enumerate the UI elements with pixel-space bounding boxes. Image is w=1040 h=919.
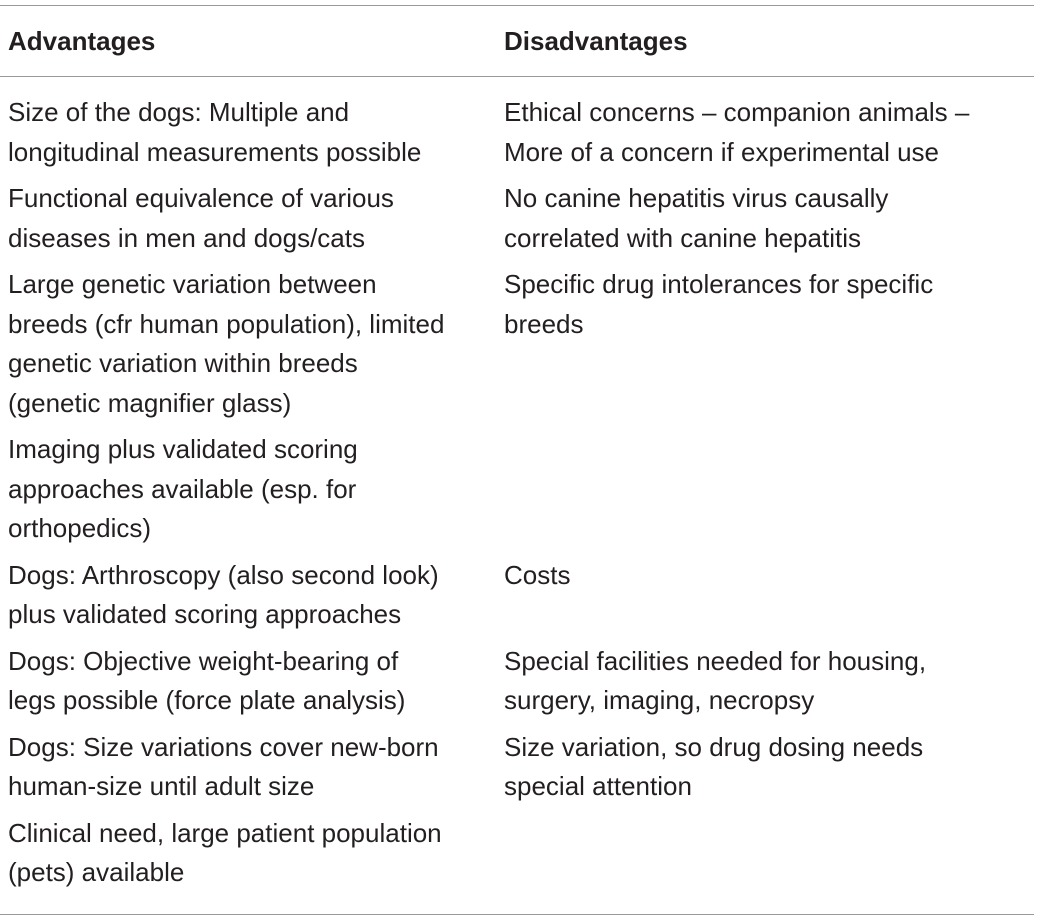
- disadvantage-cell: Special facilities needed for housing, surgery, imaging, necropsy: [504, 645, 927, 715]
- table-row: [0, 93, 1034, 172]
- advantage-cell: Large genetic variation between breeds (cfr human population), limited genetic variation within breeds (genetic magnifier glass): [8, 269, 445, 418]
- advantages-disadvantages-table: [0, 5, 1034, 915]
- advantage-cell: Functional equivalence of various diseases in men and dogs/cats: [8, 183, 394, 253]
- table-row: [0, 728, 1034, 807]
- table-body: [0, 77, 1034, 914]
- disadvantage-cell: Size variation, so drug dosing needs special attention: [504, 731, 924, 801]
- advantage-cell: Imaging plus validated scoring approaches available (esp. for orthopedics): [8, 434, 358, 543]
- table-row: [0, 642, 1034, 721]
- table-row: [0, 556, 1034, 635]
- disadvantage-cell: Ethical concerns – companion animals – More of a concern if experimental use: [504, 97, 970, 167]
- disadvantage-cell: No canine hepatitis virus causally correlated with canine hepatitis: [504, 183, 889, 253]
- advantage-cell: Dogs: Size variations cover new-born human-size until adult size: [8, 731, 439, 801]
- advantage-cell: Size of the dogs: Multiple and longitudinal measurements possible: [8, 97, 422, 167]
- disadvantage-cell: Specific drug intolerances for specific breeds: [504, 269, 934, 339]
- table-header: [0, 6, 1034, 76]
- table-row: [0, 430, 1034, 549]
- table-row: [0, 265, 1034, 423]
- header-disadvantages: Disadvantages: [504, 26, 688, 56]
- advantage-cell: Dogs: Objective weight-bearing of legs possible (force plate analysis): [8, 645, 406, 715]
- bottom-rule: [0, 914, 1034, 915]
- advantage-cell: Dogs: Arthroscopy (also second look) plus validated scoring approaches: [8, 559, 439, 629]
- advantage-cell: Clinical need, large patient population (pets) available: [8, 817, 442, 887]
- table-row: [0, 179, 1034, 258]
- table-row: [0, 814, 1034, 893]
- header-advantages: Advantages: [8, 26, 156, 56]
- disadvantage-cell: Costs: [504, 559, 571, 590]
